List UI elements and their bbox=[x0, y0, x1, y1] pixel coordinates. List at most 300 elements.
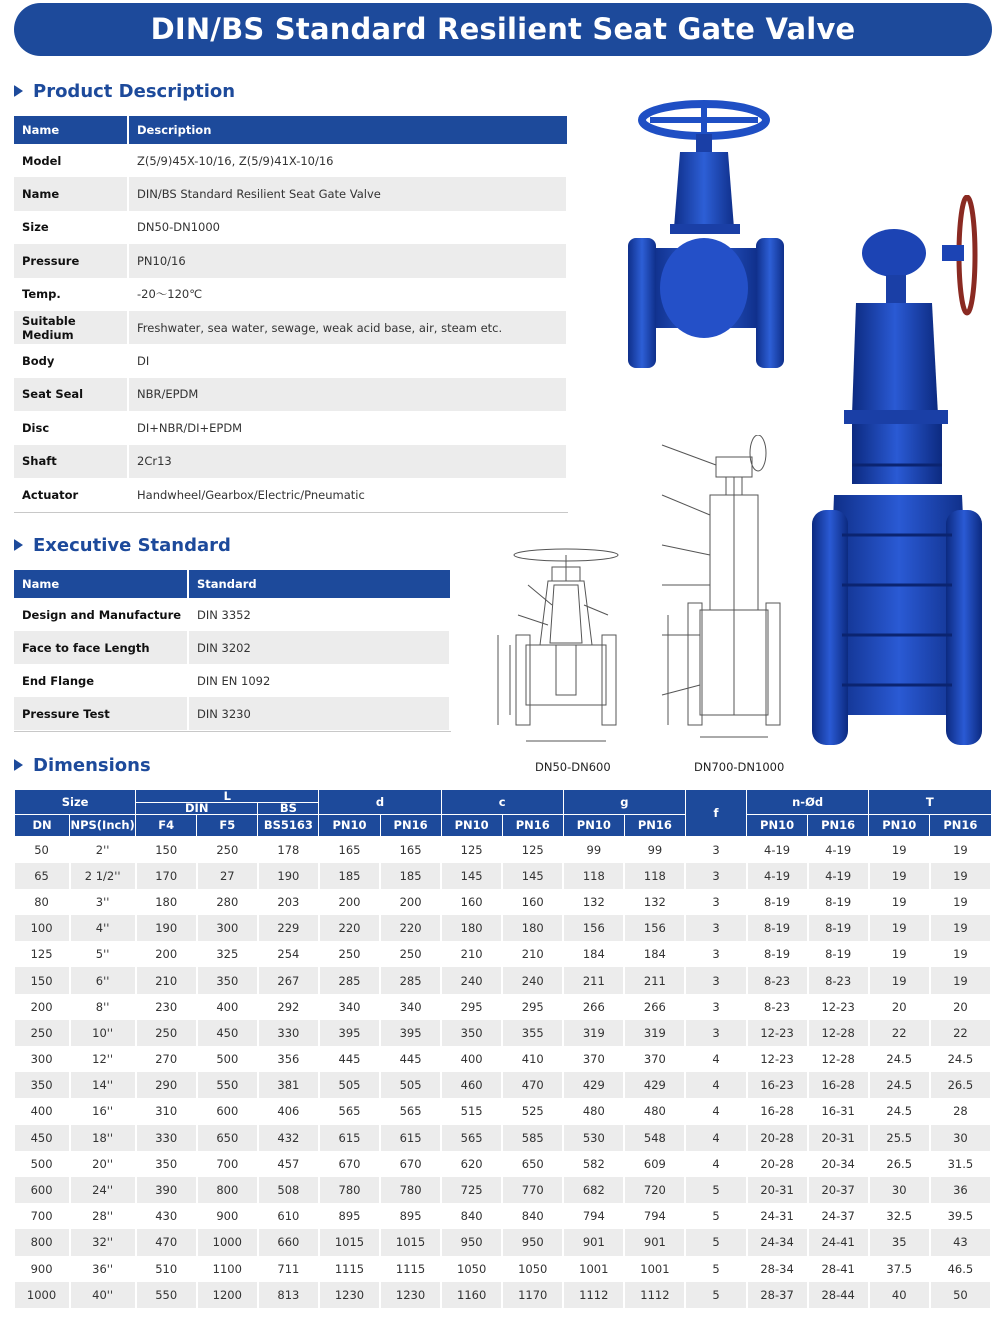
drawing-caption-large: DN700-DN1000 bbox=[694, 760, 785, 774]
table-cell: 350 bbox=[197, 967, 258, 993]
table-cell: 670 bbox=[380, 1151, 441, 1177]
table-cell: DIN 3352 bbox=[188, 598, 450, 631]
table-cell: 270 bbox=[136, 1046, 197, 1072]
table-cell: 26.5 bbox=[869, 1151, 930, 1177]
table-cell: 720 bbox=[624, 1177, 685, 1203]
table-cell: 250 bbox=[15, 1020, 70, 1046]
table-cell: 180 bbox=[136, 889, 197, 915]
table-cell: 145 bbox=[441, 863, 502, 889]
table-cell: 22 bbox=[869, 1020, 930, 1046]
table-cell: 350 bbox=[15, 1072, 70, 1098]
table-cell: 480 bbox=[624, 1098, 685, 1124]
table-cell: 250 bbox=[136, 1020, 197, 1046]
table-cell: 470 bbox=[136, 1229, 197, 1255]
table-cell: Size bbox=[14, 211, 128, 244]
table-cell: 840 bbox=[441, 1203, 502, 1229]
table-cell: 429 bbox=[624, 1072, 685, 1098]
table-cell: 100 bbox=[15, 915, 70, 941]
table-cell: 800 bbox=[197, 1177, 258, 1203]
table-cell: PN10/16 bbox=[128, 244, 567, 277]
table-cell: 22 bbox=[930, 1020, 991, 1046]
table-cell: 515 bbox=[441, 1098, 502, 1124]
header-nps: NPS(Inch) bbox=[70, 815, 136, 837]
table-row bbox=[14, 144, 567, 177]
table-row bbox=[14, 278, 567, 311]
table-cell: 24-37 bbox=[808, 1203, 869, 1229]
header-c: c bbox=[441, 790, 563, 815]
table-cell: 180 bbox=[441, 915, 502, 941]
table-cell: 300 bbox=[197, 915, 258, 941]
table-cell: 682 bbox=[563, 1177, 624, 1203]
table-bottom-rule bbox=[14, 731, 451, 732]
table-cell: 295 bbox=[502, 994, 563, 1020]
table-cell: 12-28 bbox=[808, 1020, 869, 1046]
table-cell: 240 bbox=[441, 967, 502, 993]
table-cell: 19 bbox=[930, 915, 991, 941]
table-cell: DIN 3202 bbox=[188, 631, 450, 664]
table-cell: 19 bbox=[930, 863, 991, 889]
table-cell: 20'' bbox=[70, 1151, 136, 1177]
table-cell: 5 bbox=[685, 1203, 746, 1229]
table-cell: 1112 bbox=[624, 1282, 685, 1308]
table-cell: 5 bbox=[685, 1229, 746, 1255]
table-row bbox=[15, 941, 992, 967]
table-cell: 14'' bbox=[70, 1072, 136, 1098]
header-f5: F5 bbox=[197, 815, 258, 837]
table-cell: 1050 bbox=[502, 1256, 563, 1282]
table-cell: 1100 bbox=[197, 1256, 258, 1282]
table-cell: 267 bbox=[258, 967, 319, 993]
table-row bbox=[15, 1125, 992, 1151]
table-cell: 20 bbox=[869, 994, 930, 1020]
table-cell: 4 bbox=[685, 1098, 746, 1124]
table-cell: 20 bbox=[930, 994, 991, 1020]
column-header: Standard bbox=[188, 570, 450, 598]
table-cell: 3 bbox=[685, 967, 746, 993]
table-cell: 125 bbox=[502, 837, 563, 863]
table-cell: 1015 bbox=[319, 1229, 380, 1255]
table-cell: 211 bbox=[624, 967, 685, 993]
table-cell: 510 bbox=[136, 1256, 197, 1282]
table-cell: 565 bbox=[319, 1098, 380, 1124]
executive-standard-table bbox=[14, 570, 451, 730]
table-cell: 210 bbox=[441, 941, 502, 967]
table-cell: 24'' bbox=[70, 1177, 136, 1203]
table-cell: 8-19 bbox=[808, 941, 869, 967]
table-cell: 25.5 bbox=[869, 1125, 930, 1151]
table-row bbox=[15, 1072, 992, 1098]
table-cell: 200 bbox=[319, 889, 380, 915]
table-header-row bbox=[15, 790, 992, 803]
bullet-triangle-icon bbox=[14, 85, 23, 97]
table-cell: 125 bbox=[441, 837, 502, 863]
section-title-text: Product Description bbox=[33, 80, 236, 102]
header-dn: DN bbox=[15, 815, 70, 837]
header-pn16: PN16 bbox=[502, 815, 563, 837]
table-cell: 211 bbox=[563, 967, 624, 993]
table-cell: 2Cr13 bbox=[128, 445, 567, 478]
table-cell: 615 bbox=[380, 1125, 441, 1151]
table-cell: 28-44 bbox=[808, 1282, 869, 1308]
table-cell: 19 bbox=[930, 941, 991, 967]
table-cell: 445 bbox=[319, 1046, 380, 1072]
table-cell: 530 bbox=[563, 1125, 624, 1151]
table-cell: 24-34 bbox=[747, 1229, 808, 1255]
table-cell: 582 bbox=[563, 1151, 624, 1177]
drawing-dn700-dn1000 bbox=[660, 435, 800, 745]
column-header: Name bbox=[14, 116, 128, 144]
table-row bbox=[15, 1046, 992, 1072]
table-cell: 900 bbox=[15, 1256, 70, 1282]
table-cell: 505 bbox=[319, 1072, 380, 1098]
table-cell: 24-41 bbox=[808, 1229, 869, 1255]
table-cell: DI bbox=[128, 344, 567, 377]
table-cell: Model bbox=[14, 144, 128, 177]
table-cell: Freshwater, sea water, sewage, weak acid base, air, steam etc. bbox=[128, 311, 567, 344]
table-row bbox=[14, 697, 450, 730]
table-cell: DIN EN 1092 bbox=[188, 664, 450, 697]
table-row bbox=[14, 244, 567, 277]
table-cell: 565 bbox=[441, 1125, 502, 1151]
table-cell: 895 bbox=[319, 1203, 380, 1229]
table-cell: 30 bbox=[930, 1125, 991, 1151]
table-cell: 1112 bbox=[563, 1282, 624, 1308]
table-cell: Actuator bbox=[14, 478, 128, 511]
bullet-triangle-icon bbox=[14, 539, 23, 551]
table-cell: 184 bbox=[624, 941, 685, 967]
table-cell: 12-28 bbox=[808, 1046, 869, 1072]
table-cell: 16'' bbox=[70, 1098, 136, 1124]
table-row bbox=[15, 994, 992, 1020]
table-cell: 20-34 bbox=[808, 1151, 869, 1177]
header-g: g bbox=[563, 790, 685, 815]
table-cell: 19 bbox=[869, 941, 930, 967]
header-pn10: PN10 bbox=[747, 815, 808, 837]
header-pn16: PN16 bbox=[808, 815, 869, 837]
table-cell: 3 bbox=[685, 1020, 746, 1046]
table-cell: 24.5 bbox=[869, 1046, 930, 1072]
header-pn10: PN10 bbox=[869, 815, 930, 837]
section-title-text: Dimensions bbox=[33, 754, 151, 776]
bullet-triangle-icon bbox=[14, 759, 23, 771]
table-cell: 430 bbox=[136, 1203, 197, 1229]
table-cell: End Flange bbox=[14, 664, 188, 697]
table-cell: 24.5 bbox=[869, 1072, 930, 1098]
table-cell: 1170 bbox=[502, 1282, 563, 1308]
table-cell: 395 bbox=[319, 1020, 380, 1046]
table-cell: 4-19 bbox=[808, 863, 869, 889]
table-cell: 184 bbox=[563, 941, 624, 967]
table-cell: 355 bbox=[502, 1020, 563, 1046]
table-cell: 266 bbox=[624, 994, 685, 1020]
table-cell: 19 bbox=[869, 915, 930, 941]
table-cell: DIN/BS Standard Resilient Seat Gate Valve bbox=[128, 177, 567, 210]
page-banner: DIN/BS Standard Resilient Seat Gate Valve bbox=[14, 3, 992, 56]
table-cell: 28'' bbox=[70, 1203, 136, 1229]
header-size: Size bbox=[15, 790, 136, 815]
table-row bbox=[14, 478, 567, 511]
table-row bbox=[15, 967, 992, 993]
table-cell: 19 bbox=[869, 889, 930, 915]
table-cell: 901 bbox=[624, 1229, 685, 1255]
table-cell: 660 bbox=[258, 1229, 319, 1255]
table-cell: 24.5 bbox=[869, 1098, 930, 1124]
table-cell: 16-28 bbox=[747, 1098, 808, 1124]
table-cell: 65 bbox=[15, 863, 70, 889]
table-cell: 1015 bbox=[380, 1229, 441, 1255]
table-row bbox=[15, 915, 992, 941]
table-cell: 40 bbox=[869, 1282, 930, 1308]
table-cell: 4 bbox=[685, 1151, 746, 1177]
table-cell: 700 bbox=[197, 1151, 258, 1177]
table-row bbox=[15, 1203, 992, 1229]
table-cell: 381 bbox=[258, 1072, 319, 1098]
table-row bbox=[14, 598, 450, 631]
header-pn16: PN16 bbox=[624, 815, 685, 837]
table-cell: 31.5 bbox=[930, 1151, 991, 1177]
header-pn10: PN10 bbox=[441, 815, 502, 837]
header-pn16: PN16 bbox=[930, 815, 991, 837]
table-cell: 356 bbox=[258, 1046, 319, 1072]
table-row bbox=[14, 177, 567, 210]
table-cell: 4-19 bbox=[747, 837, 808, 863]
table-cell: 26.5 bbox=[930, 1072, 991, 1098]
table-cell: 395 bbox=[380, 1020, 441, 1046]
table-cell: 609 bbox=[624, 1151, 685, 1177]
table-cell: 250 bbox=[319, 941, 380, 967]
header-pn10: PN10 bbox=[563, 815, 624, 837]
table-cell: DI+NBR/DI+EPDM bbox=[128, 411, 567, 444]
table-cell: 3 bbox=[685, 863, 746, 889]
table-cell: 3 bbox=[685, 889, 746, 915]
table-cell: 32'' bbox=[70, 1229, 136, 1255]
table-cell: 550 bbox=[197, 1072, 258, 1098]
table-cell: 50 bbox=[15, 837, 70, 863]
table-cell: 19 bbox=[930, 837, 991, 863]
table-cell: 780 bbox=[319, 1177, 380, 1203]
table-cell: 8-19 bbox=[808, 915, 869, 941]
table-cell: 4'' bbox=[70, 915, 136, 941]
table-cell: 99 bbox=[624, 837, 685, 863]
table-cell: 900 bbox=[197, 1203, 258, 1229]
drawing-dn50-dn600 bbox=[488, 545, 628, 750]
table-row bbox=[14, 311, 567, 344]
table-cell: 770 bbox=[502, 1177, 563, 1203]
header-n-d: n-Ød bbox=[747, 790, 869, 815]
header-bs5163: BS5163 bbox=[258, 815, 319, 837]
table-cell: 240 bbox=[502, 967, 563, 993]
table-cell: 711 bbox=[258, 1256, 319, 1282]
table-row bbox=[14, 378, 567, 411]
table-cell: 4 bbox=[685, 1125, 746, 1151]
table-cell: 525 bbox=[502, 1098, 563, 1124]
table-cell: 8-19 bbox=[747, 889, 808, 915]
table-cell: 800 bbox=[15, 1229, 70, 1255]
table-cell: Face to face Length bbox=[14, 631, 188, 664]
table-cell: 19 bbox=[930, 889, 991, 915]
table-cell: 24.5 bbox=[930, 1046, 991, 1072]
table-cell: Pressure Test bbox=[14, 697, 188, 730]
table-cell: 132 bbox=[624, 889, 685, 915]
table-cell: 18'' bbox=[70, 1125, 136, 1151]
table-cell: 8'' bbox=[70, 994, 136, 1020]
table-cell: 1000 bbox=[197, 1229, 258, 1255]
table-cell: 310 bbox=[136, 1098, 197, 1124]
table-cell: 1001 bbox=[624, 1256, 685, 1282]
table-cell: 300 bbox=[15, 1046, 70, 1072]
table-cell: 4-19 bbox=[747, 863, 808, 889]
table-cell: 450 bbox=[15, 1125, 70, 1151]
table-cell: 118 bbox=[624, 863, 685, 889]
table-cell: 8-19 bbox=[808, 889, 869, 915]
table-cell: 160 bbox=[502, 889, 563, 915]
table-cell: 340 bbox=[319, 994, 380, 1020]
table-cell: 12'' bbox=[70, 1046, 136, 1072]
table-cell: 901 bbox=[563, 1229, 624, 1255]
table-cell: 319 bbox=[624, 1020, 685, 1046]
table-cell: Seat Seal bbox=[14, 378, 128, 411]
dimensions-table bbox=[14, 789, 992, 1308]
table-cell: 565 bbox=[380, 1098, 441, 1124]
table-cell: 650 bbox=[197, 1125, 258, 1151]
table-cell: 28 bbox=[930, 1098, 991, 1124]
table-row bbox=[15, 837, 992, 863]
table-cell: 2 1/2'' bbox=[70, 863, 136, 889]
table-cell: 505 bbox=[380, 1072, 441, 1098]
table-cell: 670 bbox=[319, 1151, 380, 1177]
table-cell: 160 bbox=[441, 889, 502, 915]
table-cell: 8-23 bbox=[747, 994, 808, 1020]
table-cell: 210 bbox=[136, 967, 197, 993]
table-cell: 250 bbox=[197, 837, 258, 863]
table-row bbox=[14, 664, 450, 697]
table-cell: 165 bbox=[319, 837, 380, 863]
table-cell: 16-28 bbox=[808, 1072, 869, 1098]
product-description-table bbox=[14, 116, 568, 511]
table-row bbox=[15, 1151, 992, 1177]
table-cell: 230 bbox=[136, 994, 197, 1020]
table-cell: 285 bbox=[319, 967, 380, 993]
table-cell: 400 bbox=[197, 994, 258, 1020]
table-cell: 19 bbox=[869, 967, 930, 993]
table-cell: 794 bbox=[563, 1203, 624, 1229]
table-cell: 295 bbox=[441, 994, 502, 1020]
table-cell: 10'' bbox=[70, 1020, 136, 1046]
header-f: f bbox=[685, 790, 746, 837]
table-cell: 500 bbox=[197, 1046, 258, 1072]
product-description-heading bbox=[14, 78, 235, 104]
header-pn16: PN16 bbox=[380, 815, 441, 837]
table-cell: Pressure bbox=[14, 244, 128, 277]
table-cell: 600 bbox=[197, 1098, 258, 1124]
table-cell: 5 bbox=[685, 1256, 746, 1282]
table-cell: 350 bbox=[136, 1151, 197, 1177]
table-cell: 615 bbox=[319, 1125, 380, 1151]
table-cell: Suitable Medium bbox=[14, 311, 128, 344]
table-cell: 794 bbox=[624, 1203, 685, 1229]
table-cell: 370 bbox=[563, 1046, 624, 1072]
table-cell: 80 bbox=[15, 889, 70, 915]
table-cell: 118 bbox=[563, 863, 624, 889]
table-cell: Body bbox=[14, 344, 128, 377]
table-cell: 178 bbox=[258, 837, 319, 863]
table-cell: Shaft bbox=[14, 445, 128, 478]
table-cell: -20～120℃ bbox=[128, 278, 567, 311]
table-cell: 813 bbox=[258, 1282, 319, 1308]
table-cell: 280 bbox=[197, 889, 258, 915]
table-cell: 185 bbox=[380, 863, 441, 889]
table-cell: 4-19 bbox=[808, 837, 869, 863]
table-cell: 470 bbox=[502, 1072, 563, 1098]
table-cell: 1001 bbox=[563, 1256, 624, 1282]
table-cell: 500 bbox=[15, 1151, 70, 1177]
table-cell: 180 bbox=[502, 915, 563, 941]
table-cell: 20-28 bbox=[747, 1151, 808, 1177]
table-row bbox=[15, 1256, 992, 1282]
table-cell: 5'' bbox=[70, 941, 136, 967]
table-row bbox=[15, 1020, 992, 1046]
table-cell: 620 bbox=[441, 1151, 502, 1177]
header-l: L bbox=[136, 790, 319, 803]
table-cell: 350 bbox=[441, 1020, 502, 1046]
table-cell: 1230 bbox=[380, 1282, 441, 1308]
table-cell: 46.5 bbox=[930, 1256, 991, 1282]
table-cell: 330 bbox=[258, 1020, 319, 1046]
table-header-row bbox=[14, 570, 450, 598]
table-cell: 445 bbox=[380, 1046, 441, 1072]
header-f4: F4 bbox=[136, 815, 197, 837]
section-title-text: Executive Standard bbox=[33, 534, 231, 556]
small-gate-valve-photo bbox=[622, 98, 792, 378]
header-d: d bbox=[319, 790, 441, 815]
table-cell: 250 bbox=[380, 941, 441, 967]
table-cell: 36 bbox=[930, 1177, 991, 1203]
table-row bbox=[14, 411, 567, 444]
table-cell: 20-31 bbox=[747, 1177, 808, 1203]
table-header-row bbox=[15, 815, 992, 837]
table-cell: 266 bbox=[563, 994, 624, 1020]
dimensions-heading bbox=[14, 752, 151, 778]
table-cell: 1000 bbox=[15, 1282, 70, 1308]
table-cell: Disc bbox=[14, 411, 128, 444]
table-cell: 12-23 bbox=[747, 1046, 808, 1072]
table-cell: 460 bbox=[441, 1072, 502, 1098]
table-row bbox=[14, 631, 450, 664]
table-cell: 400 bbox=[15, 1098, 70, 1124]
table-cell: Design and Manufacture bbox=[14, 598, 188, 631]
table-cell: 210 bbox=[502, 941, 563, 967]
column-header: Name bbox=[14, 570, 188, 598]
table-cell: 254 bbox=[258, 941, 319, 967]
table-cell: 325 bbox=[197, 941, 258, 967]
table-row bbox=[15, 1177, 992, 1203]
table-cell: 432 bbox=[258, 1125, 319, 1151]
table-cell: Temp. bbox=[14, 278, 128, 311]
table-cell: 3'' bbox=[70, 889, 136, 915]
table-row bbox=[15, 1098, 992, 1124]
table-row bbox=[14, 211, 567, 244]
drawing-caption-small: DN50-DN600 bbox=[535, 760, 611, 774]
table-cell: 610 bbox=[258, 1203, 319, 1229]
table-cell: 290 bbox=[136, 1072, 197, 1098]
table-cell: 220 bbox=[319, 915, 380, 941]
table-cell: Handwheel/Gearbox/Electric/Pneumatic bbox=[128, 478, 567, 511]
header-t: T bbox=[869, 790, 991, 815]
table-cell: 150 bbox=[136, 837, 197, 863]
table-row bbox=[15, 1282, 992, 1308]
table-cell: 8-19 bbox=[747, 915, 808, 941]
table-row bbox=[14, 344, 567, 377]
